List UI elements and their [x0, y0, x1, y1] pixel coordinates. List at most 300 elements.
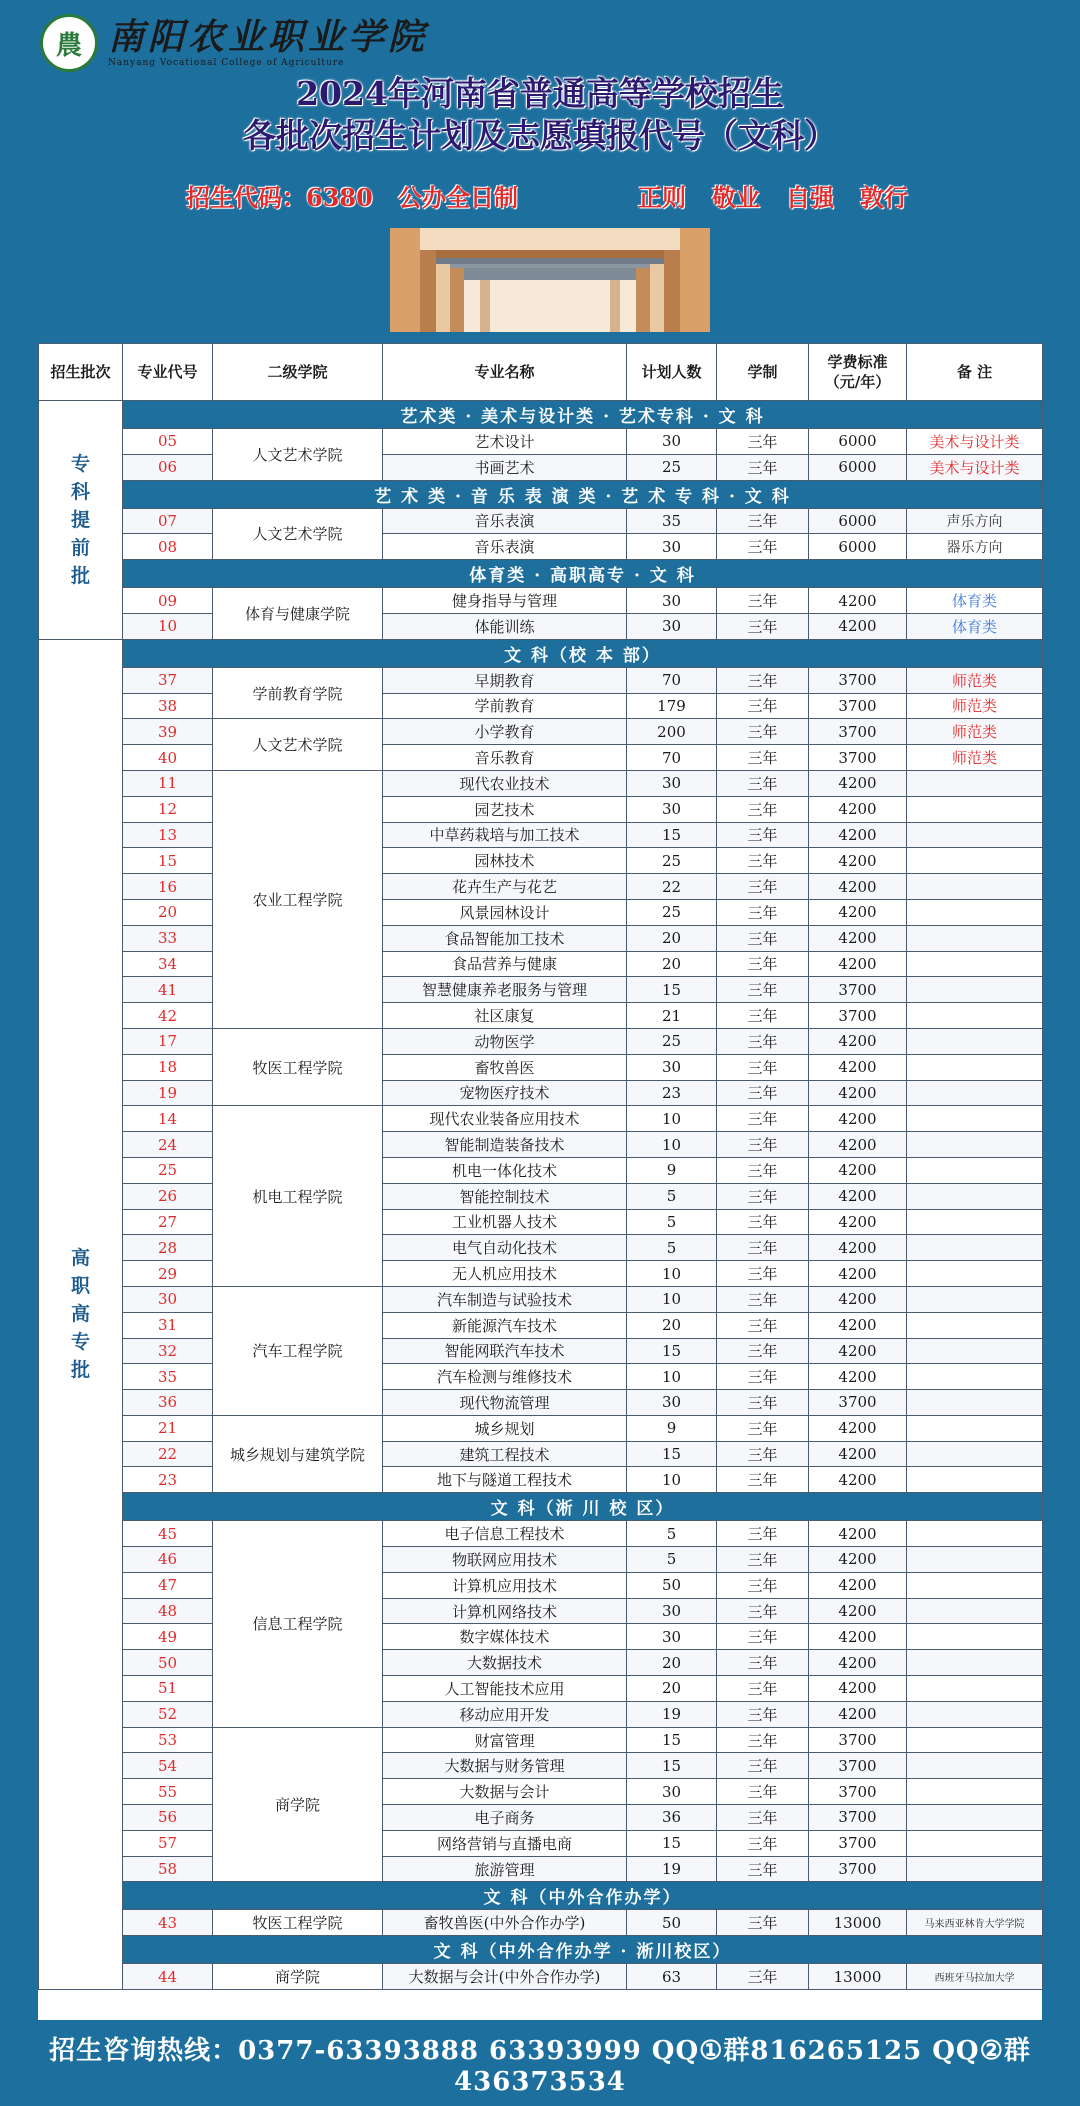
plan-count: 30 [627, 588, 717, 614]
remark [907, 1521, 1043, 1547]
major-name: 食品智能加工技术 [383, 925, 627, 951]
study-years: 三年 [717, 1312, 809, 1338]
college-name: 农业工程学院 [213, 770, 383, 1028]
major-code: 13 [123, 822, 213, 848]
school-emblem-icon: 農 [40, 14, 98, 72]
plan-count: 63 [627, 1964, 717, 1990]
study-years: 三年 [717, 1701, 809, 1727]
plan-count: 15 [627, 977, 717, 1003]
major-name: 建筑工程技术 [383, 1441, 627, 1467]
college-name: 商学院 [213, 1727, 383, 1882]
table-row [39, 1028, 1043, 1054]
tuition-fee: 4200 [809, 1106, 907, 1132]
plan-count: 10 [627, 1286, 717, 1312]
section-title: 文 科（淅 川 校 区） [123, 1493, 1043, 1521]
remark: 师范类 [907, 745, 1043, 771]
major-name: 计算机网络技术 [383, 1598, 627, 1624]
study-years: 三年 [717, 588, 809, 614]
table-row [39, 1727, 1043, 1753]
tuition-fee: 4200 [809, 1521, 907, 1547]
table-row [39, 796, 1043, 822]
plan-count: 25 [627, 899, 717, 925]
major-code: 25 [123, 1157, 213, 1183]
college-name: 体育与健康学院 [213, 588, 383, 640]
tuition-fee: 3700 [809, 1830, 907, 1856]
remark [907, 1572, 1043, 1598]
table-row [39, 1157, 1043, 1183]
table-row [39, 1080, 1043, 1106]
tuition-fee: 3700 [809, 1003, 907, 1029]
study-years: 三年 [717, 1650, 809, 1676]
study-years: 三年 [717, 1054, 809, 1080]
tuition-fee: 6000 [809, 454, 907, 480]
major-name: 书画艺术 [383, 454, 627, 480]
tuition-fee: 4200 [809, 1441, 907, 1467]
major-code: 24 [123, 1132, 213, 1158]
motto-1: 正则 [638, 183, 686, 212]
college-name: 信息工程学院 [213, 1521, 383, 1727]
major-code: 45 [123, 1521, 213, 1547]
remark [907, 1830, 1043, 1856]
study-years: 三年 [717, 899, 809, 925]
remark: 体育类 [907, 613, 1043, 639]
remark [907, 1467, 1043, 1493]
table-row [39, 1572, 1043, 1598]
table-row [39, 899, 1043, 925]
major-code: 54 [123, 1753, 213, 1779]
remark: 声乐方向 [907, 508, 1043, 534]
study-years: 三年 [717, 1106, 809, 1132]
plan-count: 15 [627, 1727, 717, 1753]
major-name: 风景园林设计 [383, 899, 627, 925]
major-code: 44 [123, 1964, 213, 1990]
plan-count: 5 [627, 1521, 717, 1547]
remark: 器乐方向 [907, 534, 1043, 560]
remark [907, 1312, 1043, 1338]
study-years: 三年 [717, 1209, 809, 1235]
tuition-fee: 4200 [809, 613, 907, 639]
remark [907, 1701, 1043, 1727]
major-code: 05 [123, 429, 213, 455]
major-name: 大数据与财务管理 [383, 1753, 627, 1779]
plan-count: 10 [627, 1132, 717, 1158]
enrollment-plan-table [38, 343, 1043, 1990]
remark [907, 796, 1043, 822]
major-code: 28 [123, 1235, 213, 1261]
table-row [39, 745, 1043, 771]
table-row [39, 977, 1043, 1003]
major-name: 网络营销与直播电商 [383, 1830, 627, 1856]
table-row [39, 1235, 1043, 1261]
major-name: 动物医学 [383, 1028, 627, 1054]
tuition-fee: 4200 [809, 1572, 907, 1598]
plan-count: 30 [627, 534, 717, 560]
plan-count: 50 [627, 1572, 717, 1598]
major-code: 17 [123, 1028, 213, 1054]
tuition-fee: 3700 [809, 1727, 907, 1753]
major-code: 46 [123, 1547, 213, 1573]
study-years: 三年 [717, 1521, 809, 1547]
study-years: 三年 [717, 1261, 809, 1287]
study-years: 三年 [717, 508, 809, 534]
major-code: 20 [123, 899, 213, 925]
section-title: 艺术类 · 美术与设计类 · 艺术专科 · 文 科 [123, 401, 1043, 429]
tuition-fee: 3700 [809, 1753, 907, 1779]
section-header-row [39, 480, 1043, 508]
table-row [39, 454, 1043, 480]
study-years: 三年 [717, 1338, 809, 1364]
tuition-fee: 4200 [809, 1338, 907, 1364]
major-code: 34 [123, 951, 213, 977]
tuition-fee: 3700 [809, 693, 907, 719]
tuition-fee: 3700 [809, 1856, 907, 1882]
study-years: 三年 [717, 1727, 809, 1753]
remark: 马来西亚林肯大学学院 [907, 1910, 1043, 1936]
remark [907, 1624, 1043, 1650]
plan-count: 9 [627, 1415, 717, 1441]
remark [907, 874, 1043, 900]
school-type: 公办全日制 [398, 183, 518, 212]
remark [907, 1286, 1043, 1312]
study-years: 三年 [717, 925, 809, 951]
study-years: 三年 [717, 719, 809, 745]
major-name: 数字媒体技术 [383, 1624, 627, 1650]
table-row [39, 1701, 1043, 1727]
major-name: 园艺技术 [383, 796, 627, 822]
study-years: 三年 [717, 796, 809, 822]
major-name: 现代农业装备应用技术 [383, 1106, 627, 1132]
table-row [39, 588, 1043, 614]
plan-count: 5 [627, 1183, 717, 1209]
college-name: 牧医工程学院 [213, 1910, 383, 1936]
tuition-fee: 4200 [809, 1650, 907, 1676]
remark [907, 848, 1043, 874]
college-name: 人文艺术学院 [213, 429, 383, 481]
tuition-fee: 4200 [809, 1312, 907, 1338]
plan-count: 22 [627, 874, 717, 900]
major-name: 健身指导与管理 [383, 588, 627, 614]
school-name-en: Nanyang Vocational College of Agriculture [108, 58, 345, 68]
school-name-cn: 南阳农业职业学院 [108, 16, 429, 58]
plan-count: 15 [627, 1338, 717, 1364]
major-name: 音乐表演 [383, 508, 627, 534]
major-name: 园林技术 [383, 848, 627, 874]
major-code: 30 [123, 1286, 213, 1312]
major-code: 35 [123, 1364, 213, 1390]
tuition-fee: 13000 [809, 1910, 907, 1936]
remark: 美术与设计类 [907, 429, 1043, 455]
major-name: 旅游管理 [383, 1856, 627, 1882]
major-name: 学前教育 [383, 693, 627, 719]
major-name: 中草药栽培与加工技术 [383, 822, 627, 848]
major-name: 食品营养与健康 [383, 951, 627, 977]
table-row [39, 429, 1043, 455]
major-code: 09 [123, 588, 213, 614]
tuition-fee: 4200 [809, 848, 907, 874]
table-row [39, 1338, 1043, 1364]
college-name: 学前教育学院 [213, 667, 383, 719]
study-years: 三年 [717, 822, 809, 848]
table-row [39, 874, 1043, 900]
major-name: 大数据技术 [383, 1650, 627, 1676]
header-major: 专业名称 [383, 344, 627, 401]
school-logo [40, 14, 428, 72]
table-body [39, 401, 1043, 1990]
major-code: 21 [123, 1415, 213, 1441]
study-years: 三年 [717, 1157, 809, 1183]
major-name: 电子商务 [383, 1805, 627, 1831]
major-name: 大数据与会计 [383, 1779, 627, 1805]
remark [907, 1779, 1043, 1805]
school-gate-illustration [390, 222, 710, 334]
section-header-row [39, 1493, 1043, 1521]
plan-count: 15 [627, 822, 717, 848]
remark [907, 899, 1043, 925]
tuition-fee: 4200 [809, 588, 907, 614]
table-row [39, 693, 1043, 719]
page-title-line2: 各批次招生计划及志愿填报代号（文科） [243, 116, 837, 155]
major-name: 汽车制造与试验技术 [383, 1286, 627, 1312]
plan-count: 30 [627, 796, 717, 822]
major-code: 23 [123, 1467, 213, 1493]
major-name: 音乐教育 [383, 745, 627, 771]
study-years: 三年 [717, 1572, 809, 1598]
major-name: 宠物医疗技术 [383, 1080, 627, 1106]
major-code: 50 [123, 1650, 213, 1676]
college-name: 人文艺术学院 [213, 719, 383, 771]
study-years: 三年 [717, 693, 809, 719]
study-years: 三年 [717, 1364, 809, 1390]
major-code: 16 [123, 874, 213, 900]
enrollment-plan-table-sheet [38, 343, 1042, 2020]
major-code: 49 [123, 1624, 213, 1650]
plan-count: 50 [627, 1910, 717, 1936]
major-code: 58 [123, 1856, 213, 1882]
header-college: 二级学院 [213, 344, 383, 401]
plan-count: 10 [627, 1106, 717, 1132]
plan-count: 20 [627, 925, 717, 951]
tuition-fee: 4200 [809, 796, 907, 822]
major-name: 艺术设计 [383, 429, 627, 455]
tuition-fee: 6000 [809, 429, 907, 455]
major-code: 12 [123, 796, 213, 822]
study-years: 三年 [717, 1028, 809, 1054]
remark [907, 770, 1043, 796]
major-name: 工业机器人技术 [383, 1209, 627, 1235]
tuition-fee: 4200 [809, 899, 907, 925]
study-years: 三年 [717, 1805, 809, 1831]
plan-count: 15 [627, 1753, 717, 1779]
major-name: 汽车检测与维修技术 [383, 1364, 627, 1390]
remark [907, 1856, 1043, 1882]
table-row [39, 508, 1043, 534]
tuition-fee: 4200 [809, 1676, 907, 1702]
remark [907, 1209, 1043, 1235]
plan-count: 19 [627, 1701, 717, 1727]
study-years: 三年 [717, 1598, 809, 1624]
remark [907, 951, 1043, 977]
remark [907, 1650, 1043, 1676]
batch-early: 专 科 提 前 批 [39, 401, 123, 640]
table-row [39, 1598, 1043, 1624]
major-name: 新能源汽车技术 [383, 1312, 627, 1338]
major-code: 55 [123, 1779, 213, 1805]
study-years: 三年 [717, 1676, 809, 1702]
major-name: 移动应用开发 [383, 1701, 627, 1727]
study-years: 三年 [717, 1286, 809, 1312]
major-name: 机电一体化技术 [383, 1157, 627, 1183]
plan-count: 19 [627, 1856, 717, 1882]
remark: 西班牙马拉加大学 [907, 1964, 1043, 1990]
major-name: 城乡规划 [383, 1415, 627, 1441]
section-title: 体育类 · 高职高专 · 文 科 [123, 560, 1043, 588]
table-row [39, 1467, 1043, 1493]
table-row [39, 1856, 1043, 1882]
study-years: 三年 [717, 1183, 809, 1209]
plan-count: 30 [627, 1779, 717, 1805]
college-name: 城乡规划与建筑学院 [213, 1415, 383, 1492]
remark [907, 1054, 1043, 1080]
remark [907, 1132, 1043, 1158]
section-title: 文 科（中外合作办学 · 淅川校区） [123, 1936, 1043, 1964]
major-code: 33 [123, 925, 213, 951]
college-name: 机电工程学院 [213, 1106, 383, 1287]
page-title-line1: 2024年河南省普通高等学校招生 [296, 74, 784, 113]
batch-vocational: 高 职 高 专 批 [39, 639, 123, 1989]
tuition-fee: 4200 [809, 1364, 907, 1390]
remark [907, 1338, 1043, 1364]
tuition-fee: 3700 [809, 1779, 907, 1805]
tuition-fee: 4200 [809, 1235, 907, 1261]
table-row [39, 1286, 1043, 1312]
tuition-fee: 3700 [809, 745, 907, 771]
major-name: 无人机应用技术 [383, 1261, 627, 1287]
major-code: 57 [123, 1830, 213, 1856]
study-years: 三年 [717, 1235, 809, 1261]
major-code: 51 [123, 1676, 213, 1702]
major-code: 37 [123, 667, 213, 693]
table-row [39, 1054, 1043, 1080]
plan-count: 5 [627, 1235, 717, 1261]
tuition-fee: 6000 [809, 508, 907, 534]
section-title: 文 科（中外合作办学） [123, 1882, 1043, 1910]
remark: 师范类 [907, 693, 1043, 719]
plan-count: 70 [627, 745, 717, 771]
plan-count: 30 [627, 1598, 717, 1624]
header-fee: 学费标准 （元/年） [809, 344, 907, 401]
header-plan: 计划人数 [627, 344, 717, 401]
table-row [39, 1312, 1043, 1338]
study-years: 三年 [717, 1624, 809, 1650]
header-years: 学制 [717, 344, 809, 401]
table-row [39, 1521, 1043, 1547]
major-code: 39 [123, 719, 213, 745]
major-code: 07 [123, 508, 213, 534]
study-years: 三年 [717, 454, 809, 480]
plan-count: 30 [627, 429, 717, 455]
study-years: 三年 [717, 1753, 809, 1779]
study-years: 三年 [717, 874, 809, 900]
plan-count: 30 [627, 613, 717, 639]
plan-count: 10 [627, 1364, 717, 1390]
major-code: 56 [123, 1805, 213, 1831]
major-code: 27 [123, 1209, 213, 1235]
section-header-row [39, 401, 1043, 429]
plan-count: 30 [627, 1054, 717, 1080]
major-name: 畜牧兽医 [383, 1054, 627, 1080]
study-years: 三年 [717, 977, 809, 1003]
major-name: 体能训练 [383, 613, 627, 639]
plan-count: 25 [627, 848, 717, 874]
remark [907, 1261, 1043, 1287]
section-title: 艺 术 类 · 音 乐 表 演 类 · 艺 术 专 科 · 文 科 [123, 480, 1043, 508]
major-name: 早期教育 [383, 667, 627, 693]
study-years: 三年 [717, 1910, 809, 1936]
remark [907, 1805, 1043, 1831]
major-name: 花卉生产与花艺 [383, 874, 627, 900]
table-row [39, 1183, 1043, 1209]
table-row [39, 1003, 1043, 1029]
study-years: 三年 [717, 1415, 809, 1441]
major-code: 43 [123, 1910, 213, 1936]
remark [907, 1676, 1043, 1702]
major-code: 36 [123, 1390, 213, 1416]
plan-count: 179 [627, 693, 717, 719]
study-years: 三年 [717, 745, 809, 771]
remark [907, 1157, 1043, 1183]
plan-count: 30 [627, 1624, 717, 1650]
remark [907, 1753, 1043, 1779]
tuition-fee: 13000 [809, 1964, 907, 1990]
tuition-fee: 3700 [809, 1390, 907, 1416]
section-title: 文 科（校 本 部） [123, 639, 1043, 667]
tuition-fee: 3700 [809, 1805, 907, 1831]
major-name: 人工智能技术应用 [383, 1676, 627, 1702]
major-name: 智能控制技术 [383, 1183, 627, 1209]
motto-2: 敬业 [712, 183, 760, 212]
major-name: 财富管理 [383, 1727, 627, 1753]
plan-count: 10 [627, 1261, 717, 1287]
header-code: 专业代号 [123, 344, 213, 401]
major-name: 大数据与会计(中外合作办学) [383, 1964, 627, 1990]
table-row [39, 1209, 1043, 1235]
major-name: 现代物流管理 [383, 1390, 627, 1416]
major-code: 18 [123, 1054, 213, 1080]
section-header-row [39, 560, 1043, 588]
college-name: 商学院 [213, 1964, 383, 1990]
major-name: 地下与隧道工程技术 [383, 1467, 627, 1493]
table-row [39, 1779, 1043, 1805]
plan-count: 5 [627, 1209, 717, 1235]
remark: 美术与设计类 [907, 454, 1043, 480]
major-name: 智能制造装备技术 [383, 1132, 627, 1158]
major-code: 47 [123, 1572, 213, 1598]
table-row [39, 534, 1043, 560]
major-code: 06 [123, 454, 213, 480]
remark [907, 1080, 1043, 1106]
study-years: 三年 [717, 1830, 809, 1856]
remark [907, 925, 1043, 951]
tuition-fee: 4200 [809, 1624, 907, 1650]
major-code: 41 [123, 977, 213, 1003]
remark [907, 1547, 1043, 1573]
plan-count: 23 [627, 1080, 717, 1106]
table-row [39, 667, 1043, 693]
major-code: 32 [123, 1338, 213, 1364]
tuition-fee: 4200 [809, 951, 907, 977]
tuition-fee: 4200 [809, 770, 907, 796]
table-row [39, 1910, 1043, 1936]
